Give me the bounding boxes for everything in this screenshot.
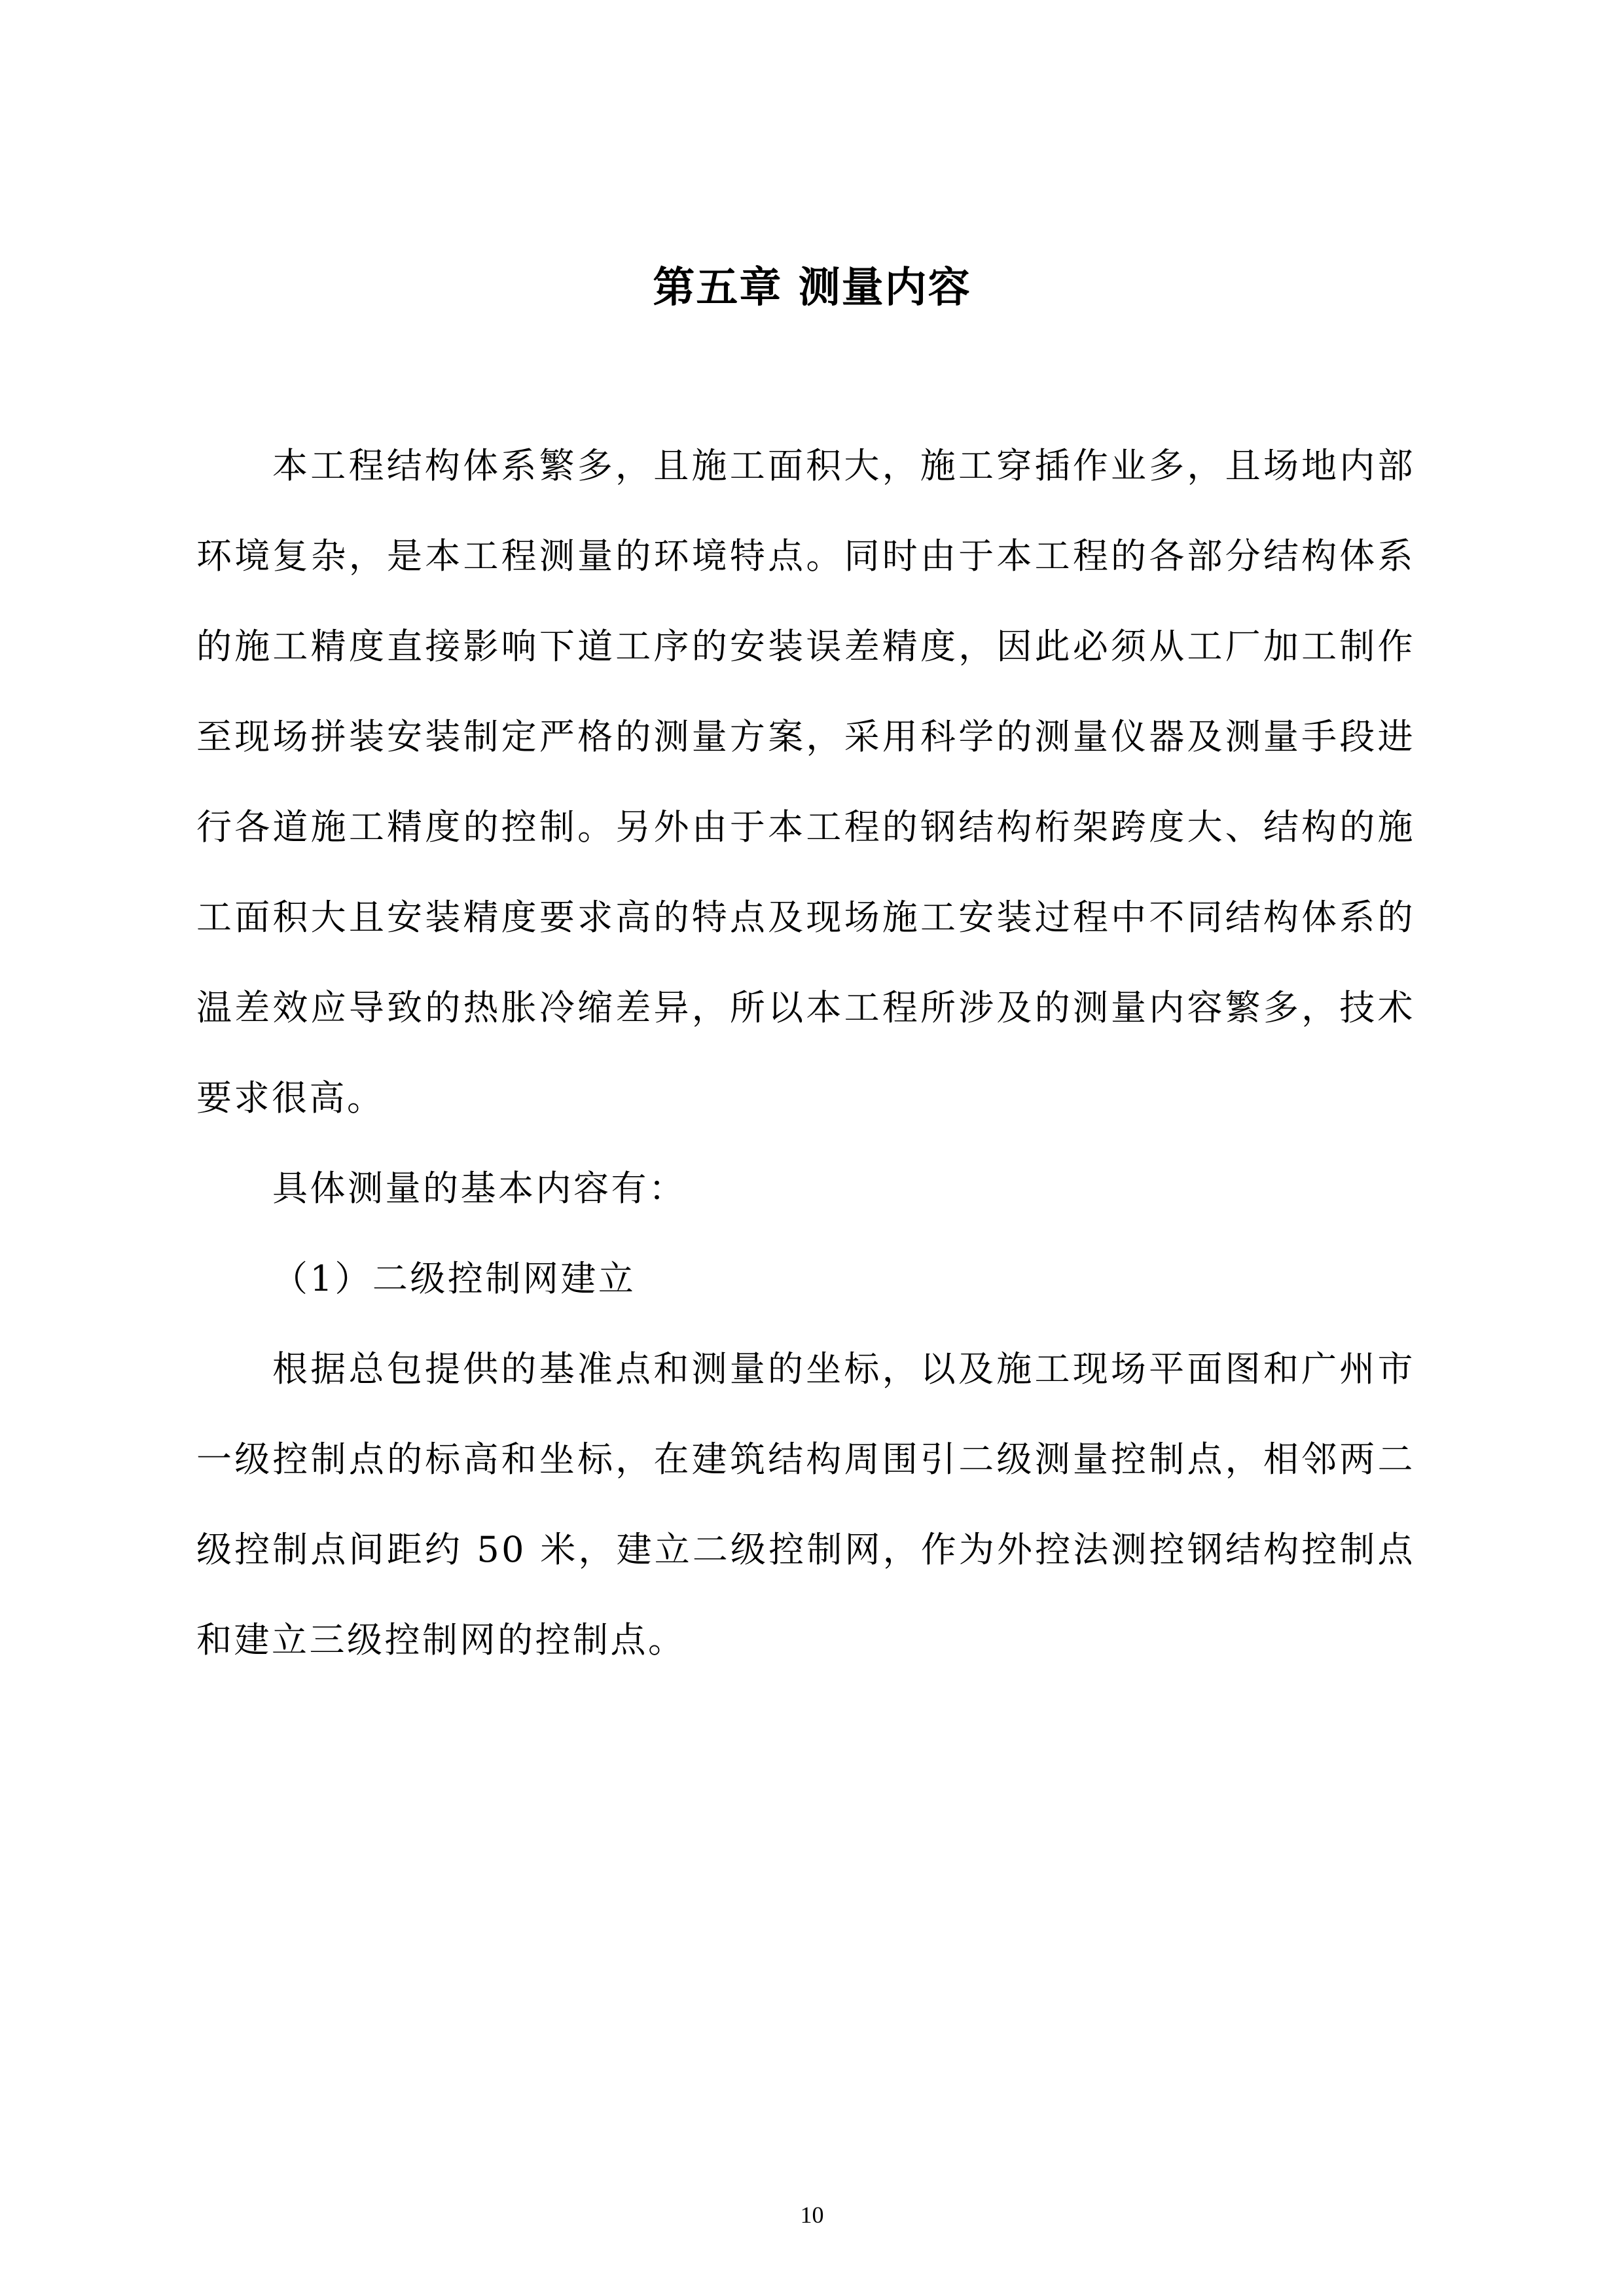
paragraph-control-network: 根据总包提供的基准点和测量的坐标，以及施工现场平面图和广州市一级控制点的标高和坐标，在建筑结构周围引二级测量控制点，相邻两二级控制点间距约 50 米，建立二级控制网，作为外控法测控钢结构控制点和建立三级控制网的控制点。 — [196, 1348, 1415, 1660]
paragraph-intro: 本工程结构体系繁多，且施工面积大，施工穿插作业多，且场地内部环境复杂，是本工程测量的环境特点。同时由于本工程的各部分结构体系的施工精度直接影响下道工序的安装误差精度，因此必须从工厂加工制作至现场拼装安装制定严格的测量方案，采用科学的测量仪器及测量手段进行各道施工精度的控制。另外由于本工程的钢结构桁架跨度大、结构的施工面积大且安装精度要求高的特点及现场施工安装过程中不同结构体系的温差效应导致的热胀冷缩差异，所以本工程所涉及的测量内容繁多，技术要求很高。 — [196, 445, 1415, 1119]
page-number: 10 — [800, 2202, 824, 2228]
paragraph-basic-contents: 具体测量的基本内容有： — [272, 1168, 687, 1209]
chapter-title: 第五章 测量内容 — [653, 264, 971, 312]
section-heading-control-network: （1）二级控制网建立 — [272, 1258, 636, 1299]
body-text — [196, 421, 1415, 1685]
